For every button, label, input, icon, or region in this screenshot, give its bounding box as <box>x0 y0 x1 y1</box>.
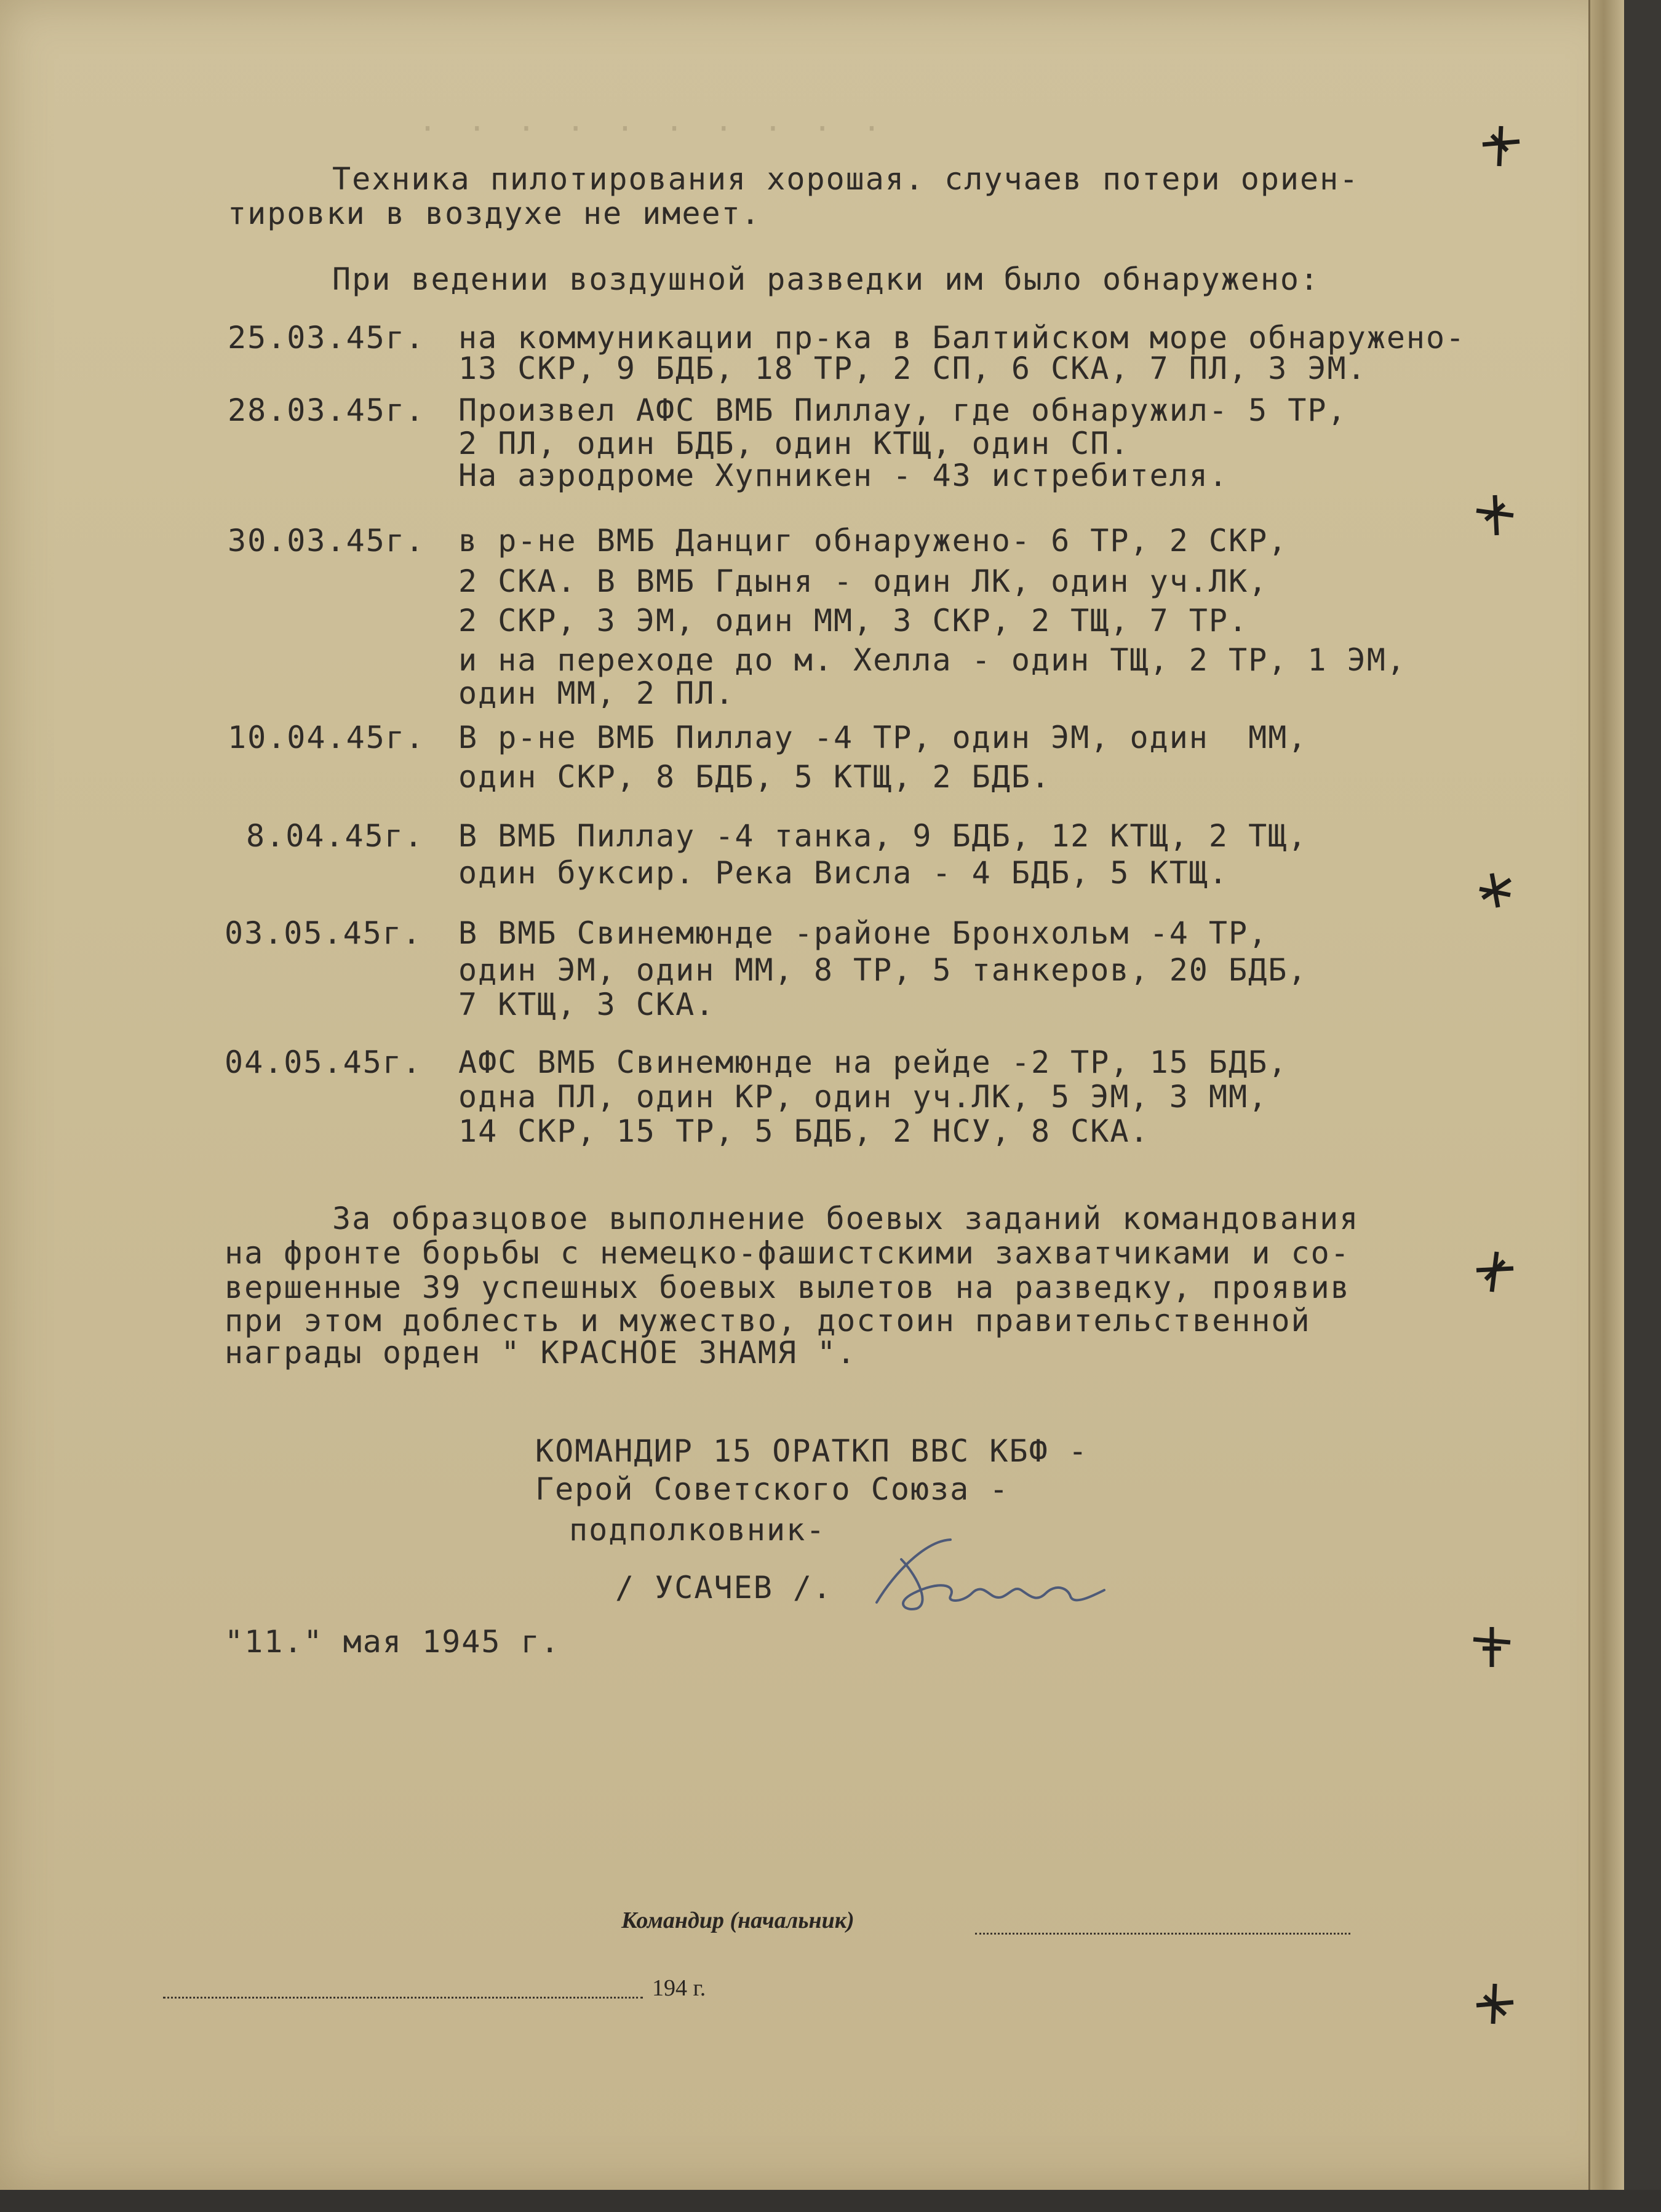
staple-mark-icon <box>1464 1618 1520 1673</box>
entry-line: 14 СКР, 15 ТР, 5 БДБ, 2 НСУ, 8 СКА. <box>458 1113 1150 1149</box>
entry-date: 10.04.45г. <box>228 720 426 755</box>
entry-line: В ВМБ Свинемюнде -районе Бронхольм -4 ТР, <box>458 915 1269 951</box>
entry-line: один ЭМ, один ММ, 8 ТР, 5 танкеров, 20 БДБ, <box>458 952 1308 988</box>
entry-line: На аэродроме Хупникен - 43 истребителя. <box>458 458 1229 493</box>
entry-line: 2 СКР, 3 ЭМ, один ММ, 3 СКР, 2 ТЩ, 7 ТР. <box>458 603 1249 639</box>
form-year-label: 194 г. <box>652 1975 706 2001</box>
faded-header-trace: · · · · · · · · · · <box>418 111 887 146</box>
signature-name: / УСАЧЕВ /. <box>615 1570 833 1605</box>
entry-line: 2 СКА. В ВМБ Гдыня - один ЛК, один уч.ЛК, <box>458 563 1269 599</box>
entry-line: один СКР, 8 БДБ, 5 КТЩ, 2 БДБ. <box>458 759 1051 795</box>
staple-mark-icon <box>1473 117 1529 172</box>
commander-signature-line <box>975 1933 1350 1935</box>
entry-line: 2 ПЛ, один БДБ, один КТЩ, один СП. <box>458 426 1130 461</box>
entry-line: в р-не ВМБ Данциг обнаружено- 6 ТР, 2 СКР, <box>458 523 1288 559</box>
conclusion-line-5: награды орден " КРАСНОЕ ЗНАМЯ ". <box>225 1335 857 1371</box>
entry-line: В р-не ВМБ Пиллау -4 ТР, один ЭМ, один ММ, <box>458 720 1308 755</box>
staple-mark-icon <box>1467 486 1523 541</box>
entry-line: В ВМБ Пиллау -4 танка, 9 БДБ, 12 КТЩ, 2 ТЩ, <box>458 818 1308 854</box>
entry-date: 8.04.45г. <box>246 818 424 854</box>
entry-line: АФС ВМБ Свинемюнде на рейде -2 ТР, 15 БДБ, <box>458 1044 1288 1080</box>
entry-line: и на переходе до м. Хелла - один ТЩ, 2 ТР, 1 ЭМ, <box>458 642 1406 678</box>
entry-line: одна ПЛ, один КР, один уч.ЛК, 5 ЭМ, 3 ММ, <box>458 1079 1269 1115</box>
handwritten-signature <box>858 1535 1117 1615</box>
intro-line-2: тировки в воздухе не имеет. <box>228 196 761 231</box>
page-binding-edge <box>1588 0 1624 2190</box>
entry-line: 7 КТЩ, 3 СКА. <box>458 987 715 1022</box>
date-fill-line <box>163 1997 643 1999</box>
signature-rank: Герой Советского Союза - <box>535 1471 1010 1507</box>
scan-border-right <box>1624 0 1661 2212</box>
entry-line: один ММ, 2 ПЛ. <box>458 675 735 711</box>
entry-date: 30.03.45г. <box>228 523 426 559</box>
conclusion-line-4: при этом доблесть и мужество, достоин правительственной <box>225 1303 1311 1339</box>
entry-line: один буксир. Река Висла - 4 БДБ, 5 КТЩ. <box>458 855 1229 891</box>
entry-date: 28.03.45г. <box>228 392 426 428</box>
conclusion-line-3: вершенные 39 успешных боевых вылетов на разведку, проявив <box>225 1270 1350 1305</box>
document-date: "11." мая 1945 г. <box>225 1624 560 1660</box>
entry-line: Произвел АФС ВМБ Пиллау, где обнаружил- 5 ТР, <box>458 392 1347 428</box>
staple-mark-icon <box>1467 1243 1523 1298</box>
signature-title: КОМАНДИР 15 ОРАТКП ВВС КБФ - <box>535 1433 1088 1469</box>
commander-label: Командир (начальник) <box>621 1908 854 1933</box>
staple-mark-icon <box>1467 861 1523 917</box>
intro-line-1: Техника пилотирования хорошая. случаев потери ориен- <box>332 161 1360 197</box>
conclusion-line-1: За образцовое выполнение боевых заданий командования <box>332 1201 1360 1236</box>
entry-line: 13 СКР, 9 БДБ, 18 ТР, 2 СП, 6 СКА, 7 ПЛ, 3 ЭМ. <box>458 351 1367 386</box>
entry-date: 03.05.45г. <box>225 915 423 951</box>
entry-date: 04.05.45г. <box>225 1044 423 1080</box>
scan-border-bottom <box>0 2190 1661 2212</box>
staple-mark-icon <box>1467 1975 1523 2030</box>
intro-line-3: При ведении воздушной разведки им было обнаружено: <box>332 261 1320 297</box>
entry-date: 25.03.45г. <box>228 320 426 356</box>
signature-position: подполковник- <box>569 1512 826 1548</box>
conclusion-line-2: на фронте борьбы с немецко-фашистскими захватчиками и со- <box>225 1235 1350 1271</box>
entry-line: на коммуникации пр-ка в Балтийском море обнаружено- <box>458 320 1466 356</box>
